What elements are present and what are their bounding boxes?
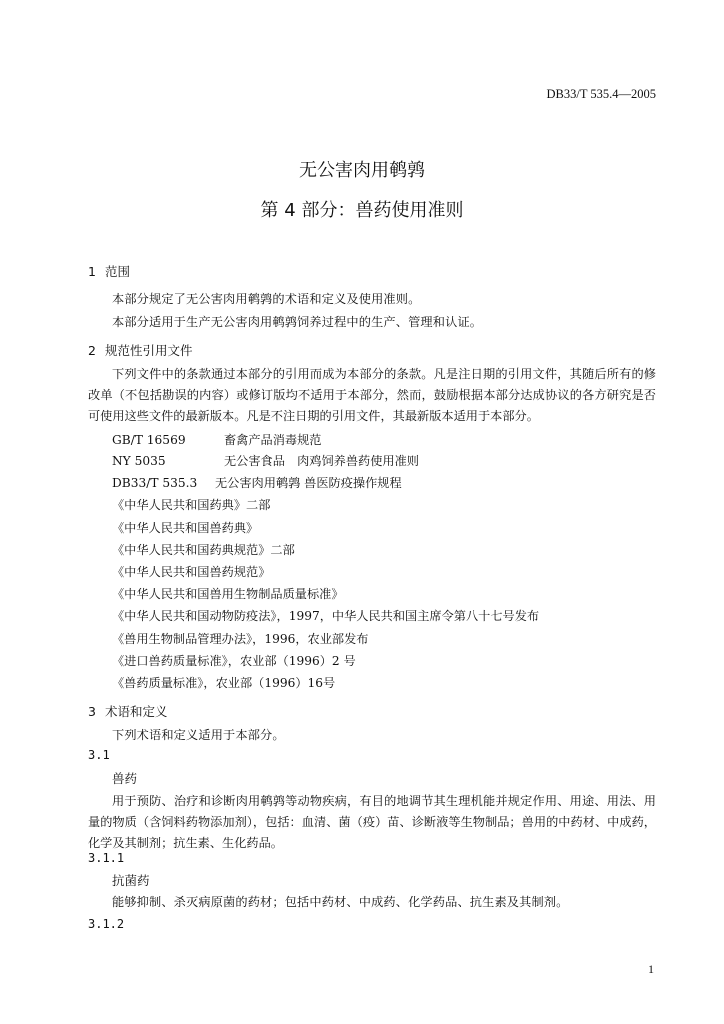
terms-intro-paragraph: 下列术语和定义适用于本部分。 [112, 728, 285, 742]
term-veterinary-drug: 兽药 [112, 771, 138, 786]
document-title: 无公害肉用鹌鹑 [299, 160, 425, 181]
clause-number: 3.1 [88, 748, 110, 762]
reference-doc: 《中华人民共和国药典》二部 [112, 498, 271, 512]
reference-code: GB/T 16569 [112, 433, 186, 447]
section-title: 范围 [105, 264, 131, 279]
clause-number: 3.1.1 [88, 851, 125, 865]
reference-doc: 《中华人民共和国兽药规范》 [112, 565, 271, 579]
reference-code: NY 5035 [112, 454, 166, 468]
page-number: 1 [648, 962, 654, 976]
reference-name: 畜禽产品消毒规范 [224, 433, 322, 447]
reference-name: 无公害肉用鹌鹑 兽医防疫操作规程 [215, 476, 402, 490]
reference-item [112, 452, 419, 469]
reference-item [112, 474, 402, 491]
reference-doc: 《中华人民共和国兽药典》 [112, 521, 259, 535]
scope-paragraph-2: 本部分适用于生产无公害肉用鹌鹑饲养过程中的生产、管理和认证。 [112, 315, 483, 329]
document-subtitle: 第 4 部分：兽药使用准则 [260, 200, 464, 221]
term-definition-paragraph: 能够抑制、杀灭病原菌的药材；包括中药材、中成药、化学药品、抗生素及其制剂。 [112, 895, 569, 909]
document-code-header: DB33/T 535.4—2005 [546, 87, 656, 101]
reference-doc: 《中华人民共和国兽用生物制品质量标准》 [112, 587, 344, 601]
section-title: 规范性引用文件 [105, 343, 193, 358]
reference-name: 无公害食品 肉鸡饲养兽药使用准则 [224, 454, 419, 468]
section-number: 3 [88, 704, 96, 719]
reference-doc: 《进口兽药质量标准》，农业部（1996）2 号 [112, 654, 356, 668]
section-number: 1 [88, 264, 96, 279]
section-heading-terms-definitions [88, 702, 168, 720]
reference-doc: 《兽用生物制品管理办法》，1996，农业部发布 [112, 632, 369, 646]
scope-paragraph-1: 本部分规定了无公害肉用鹌鹑的术语和定义及使用准则。 [112, 292, 421, 306]
reference-doc: 《中华人民共和国药典规范》二部 [112, 543, 295, 557]
reference-item [112, 431, 322, 448]
section-number: 2 [88, 343, 96, 358]
reference-code: DB33/T 535.3 [112, 476, 198, 490]
section-heading-normative-references [88, 341, 193, 359]
term-antibacterial-drug: 抗菌药 [112, 873, 150, 888]
references-intro-paragraph: 下列文件中的条款通过本部分的引用而成为本部分的条款。凡是注日期的引用文件，其随后所有的修改单（不包括勘误的内容）或修订版均不适用于本部分，然而，鼓励根据本部分达成协议的各方研究是否可使用这些文件的最新版本。凡是不注日期的引用文件，其最新版本适用于本部分。 [88, 367, 656, 423]
reference-doc: 《兽药质量标准》，农业部（1996）16号 [112, 676, 336, 690]
term-definition-paragraph: 用于预防、治疗和诊断肉用鹌鹑等动物疾病，有目的地调节其生理机能并规定作用、用途、用法、用量的物质（含饲料药物添加剂），包括：血清、菌（疫）苗、诊断液等生物制品；兽用的中药材、中成药，化学及其制剂；抗生素、生化药品。 [88, 794, 656, 850]
clause-number: 3.1.2 [88, 917, 125, 931]
reference-doc: 《中华人民共和国动物防疫法》，1997，中华人民共和国主席令第八十七号发布 [112, 609, 540, 623]
section-title: 术语和定义 [105, 704, 168, 719]
section-heading-scope [88, 262, 130, 280]
